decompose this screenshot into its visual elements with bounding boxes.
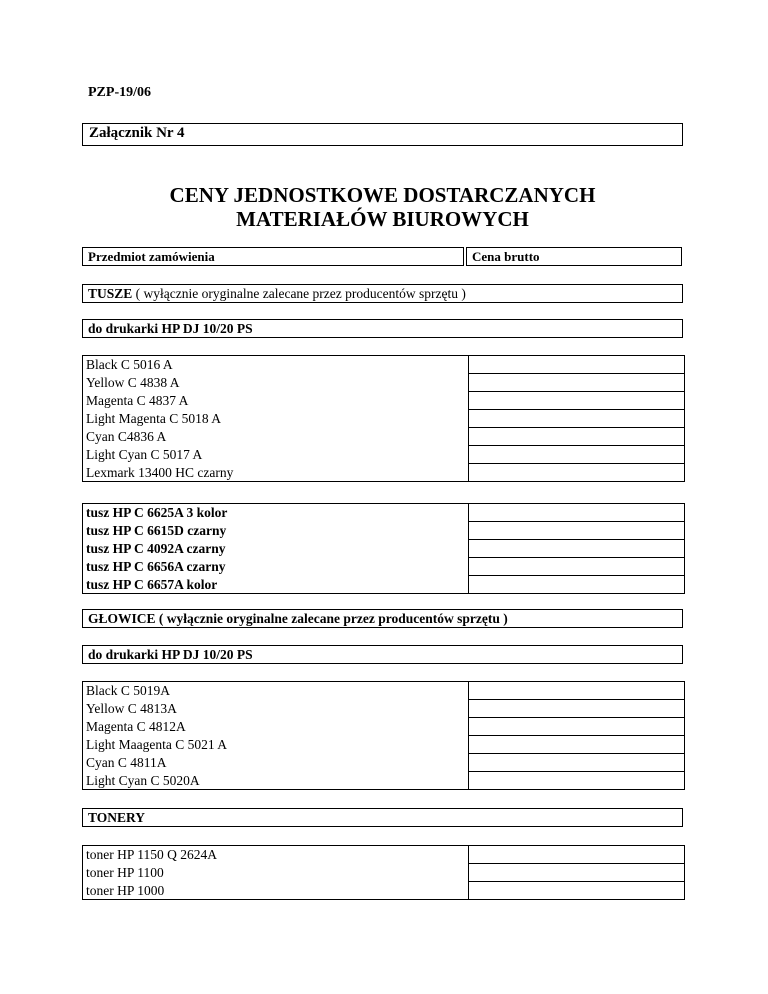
table-row: [83, 410, 685, 428]
item-name: tusz HP C 6657A kolor: [83, 576, 469, 594]
price-cell[interactable]: [468, 446, 684, 464]
table-row: [83, 374, 685, 392]
price-cell[interactable]: [468, 558, 684, 576]
price-cell[interactable]: [468, 700, 684, 718]
price-cell[interactable]: [468, 374, 684, 392]
item-name: Magenta C 4812A: [83, 718, 469, 736]
table-row: [83, 846, 685, 864]
item-name: tusz HP C 6625A 3 kolor: [83, 504, 469, 522]
table-row: [83, 864, 685, 882]
item-name: Black C 5016 A: [83, 356, 469, 374]
item-name: tusz HP C 4092A czarny: [83, 540, 469, 558]
section-glowice: GŁOWICE ( wyłącznie oryginalne zalecane przez producentów sprzętu ): [82, 609, 683, 628]
section-tusze: [82, 284, 683, 303]
item-name: tusz HP C 6656A czarny: [83, 558, 469, 576]
item-name: Light Cyan C 5020A: [83, 772, 469, 790]
price-cell[interactable]: [468, 718, 684, 736]
table-row: [83, 428, 685, 446]
item-name: toner HP 1150 Q 2624A: [83, 846, 469, 864]
table-row: [83, 718, 685, 736]
table-row: [83, 882, 685, 900]
section-tonery: TONERY: [82, 808, 683, 827]
item-name: Lexmark 13400 HC czarny: [83, 464, 469, 482]
table-row: [83, 700, 685, 718]
table-row: [83, 356, 685, 374]
item-name: Cyan C 4811A: [83, 754, 469, 772]
item-name: Light Magenta C 5018 A: [83, 410, 469, 428]
item-name: Magenta C 4837 A: [83, 392, 469, 410]
price-cell[interactable]: [468, 356, 684, 374]
section-tusze-label: TUSZE: [88, 286, 133, 301]
item-name: toner HP 1000: [83, 882, 469, 900]
item-name: Light Cyan C 5017 A: [83, 446, 469, 464]
table-row: [83, 736, 685, 754]
price-cell[interactable]: [468, 428, 684, 446]
document-reference: PZP-19/06: [88, 85, 151, 100]
table-row: [83, 772, 685, 790]
price-cell[interactable]: [468, 882, 684, 900]
table-row: [83, 446, 685, 464]
price-cell[interactable]: [468, 522, 684, 540]
table-row: [83, 504, 685, 522]
glowice-table: [82, 681, 685, 790]
section-tusze-printer: do drukarki HP DJ 10/20 PS: [82, 319, 683, 338]
item-name: Black C 5019A: [83, 682, 469, 700]
table-row: [83, 682, 685, 700]
price-cell[interactable]: [468, 576, 684, 594]
price-cell[interactable]: [468, 410, 684, 428]
price-cell[interactable]: [468, 540, 684, 558]
table-row: [83, 540, 685, 558]
item-name: toner HP 1100: [83, 864, 469, 882]
price-cell[interactable]: [468, 736, 684, 754]
item-name: Yellow C 4813A: [83, 700, 469, 718]
table-row: [83, 522, 685, 540]
table-row: [83, 392, 685, 410]
item-name: tusz HP C 6615D czarny: [83, 522, 469, 540]
price-cell[interactable]: [468, 392, 684, 410]
item-name: Light Maagenta C 5021 A: [83, 736, 469, 754]
item-name: Yellow C 4838 A: [83, 374, 469, 392]
table-row: [83, 464, 685, 482]
title-line-1: CENY JEDNOSTKOWE DOSTARCZANYCH: [169, 183, 596, 207]
table-row: [83, 576, 685, 594]
price-cell[interactable]: [468, 682, 684, 700]
header-price-column: Cena brutto: [466, 247, 682, 266]
table-row: [83, 754, 685, 772]
price-cell[interactable]: [468, 754, 684, 772]
table-row: [83, 558, 685, 576]
price-cell[interactable]: [468, 846, 684, 864]
price-cell[interactable]: [468, 464, 684, 482]
price-cell[interactable]: [468, 504, 684, 522]
section-tusze-note: ( wyłącznie oryginalne zalecane przez producentów sprzętu ): [132, 286, 466, 301]
header-item-column: Przedmiot zamówienia: [82, 247, 464, 266]
tonery-table: [82, 845, 685, 900]
section-glowice-printer: do drukarki HP DJ 10/20 PS: [82, 645, 683, 664]
tusze-table-1: [82, 355, 685, 482]
price-cell[interactable]: [468, 772, 684, 790]
annex-label: Załącznik Nr 4: [82, 123, 683, 146]
page-title: [82, 183, 683, 231]
item-name: Cyan C4836 A: [83, 428, 469, 446]
title-line-2: MATERIAŁÓW BIUROWYCH: [236, 207, 529, 231]
price-cell[interactable]: [468, 864, 684, 882]
tusze-table-2: [82, 503, 685, 594]
